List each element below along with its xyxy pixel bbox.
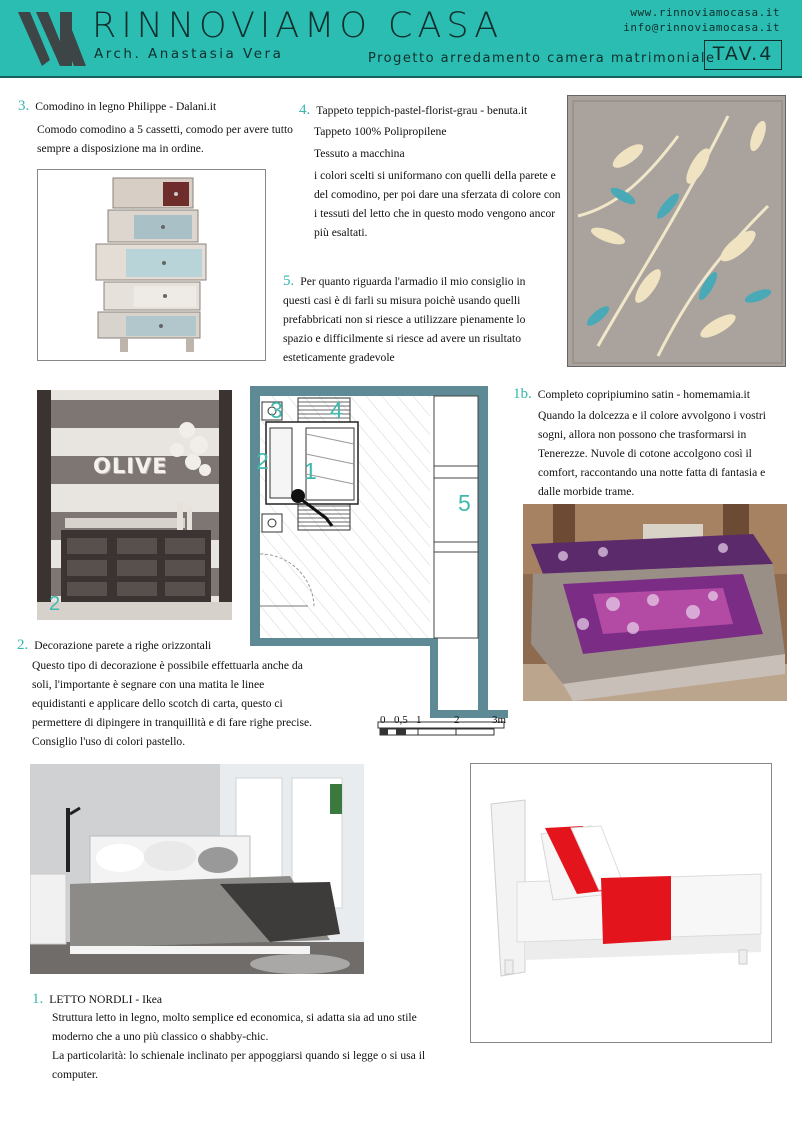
item-number: 5. <box>283 273 295 289</box>
tappeto-description: i colori scelti si uniformano con quelli della parete e del comodino, per poi dare una sferzata di colore con i tessuti del letto che in questo modo vengono ancor più esaltati. <box>314 169 561 239</box>
copripiumino-description: Quando la dolcezza e il colore avvolgono i vostri sogni, allora non possono che trasformarsi in Tenerezze. Nuvole di cotone accolgono così il comfort, raccontando una notte fatta di fantasia e dalle morbide trame. <box>538 409 766 498</box>
letto-title: LETTO NORDLI - Ikea <box>49 993 163 1006</box>
sheet-number: TAV.4 <box>704 40 782 70</box>
tappeto-title: Tappeto teppich-pastel-florist-grau - benuta.it <box>316 104 528 117</box>
letto-description: Struttura letto in legno, molto semplice ed economica, si adatta sia ad uno stile moderno che a uno più classico o shabby-chic. <box>52 1011 417 1043</box>
item-number: 1. <box>32 991 44 1007</box>
item-number: 4. <box>299 102 311 118</box>
tappeto-heading <box>299 101 569 120</box>
scale-label-3m: 3m <box>492 714 507 726</box>
brand-title: RINNOVIAMO CASA <box>92 6 504 46</box>
striped-wall-photo <box>37 390 232 620</box>
scale-label-05: 0,5 <box>394 714 408 726</box>
comodino-title: Comodino in legno Philippe - Dalani.it <box>35 100 217 113</box>
scale-label-2: 2 <box>454 714 460 726</box>
tappeto-material: Tappeto 100% Polipropilene <box>314 125 447 138</box>
scale-label-0: 0 <box>380 714 386 726</box>
armadio-note <box>283 272 553 367</box>
decorazione-heading <box>17 636 317 655</box>
decorazione-title: Decorazione parete a righe orizzontali <box>34 639 212 652</box>
olive-letters: OLIVE <box>93 454 168 478</box>
nordli-bed-photo <box>470 763 772 1043</box>
tappeto-fabric: Tessuto a macchina <box>314 147 405 160</box>
dresser-illustration <box>38 170 265 360</box>
scale-bar <box>378 714 508 738</box>
armadio-text: Per quanto riguarda l'armadio il mio consiglio in questi casi è di farli su misura poichè usando quelli prefabbricati non si riesce a utilizzare pienamente lo spazio e difficilmente si riesce ad avere un risultato esteticamente gradevole <box>283 275 526 364</box>
duvet-photo <box>523 504 787 701</box>
item-number: 1b. <box>513 386 532 402</box>
plan-label-2: 2 <box>256 448 269 474</box>
website-link[interactable]: www.rinnoviamocasa.it <box>630 6 780 19</box>
letto-heading <box>32 990 412 1009</box>
rug-photo <box>567 95 786 367</box>
decorazione-description: Questo tipo di decorazione è possibile effettuarla anche da soli, l'importante è segnare con una matita le linee equidistanti e applicare dello scotch di carta, questo ci permettere di dipingere in tranquillità e di fare righe precise. Consiglio l'uso di colori pastello. <box>32 659 313 748</box>
comodino-photo <box>37 169 266 361</box>
photo-corner-number: 2 <box>49 593 61 615</box>
item-number: 3. <box>18 98 30 114</box>
letto-feature: La particolarità: lo schienale inclinato per appoggiarsi quando si legge o si usa il computer. <box>52 1049 426 1081</box>
copripiumino-title: Completo copripiumino satin - homemamia.it <box>537 388 750 401</box>
email-link[interactable]: info@rinnoviamocasa.it <box>623 21 780 34</box>
item-number: 2. <box>17 637 29 653</box>
comodino-description: Comodo comodino a 5 cassetti, comodo per avere tutto sempre a disposizione ma in ordine. <box>37 123 293 155</box>
plan-label-5: 5 <box>458 490 471 516</box>
project-title: Progetto arredamento camera matrimoniale <box>368 51 716 66</box>
bedroom-photo <box>30 764 364 974</box>
comodino-heading <box>18 97 288 116</box>
plan-label-4: 4 <box>330 397 343 423</box>
plan-label-3: 3 <box>270 397 283 423</box>
architect-name: Arch. Anastasia Vera <box>94 46 284 62</box>
copripiumino-heading <box>513 385 793 404</box>
plan-label-1: 1 <box>304 458 317 484</box>
scale-label-1: 1 <box>416 714 422 726</box>
page-header <box>0 0 802 78</box>
logo-icon <box>16 10 92 68</box>
